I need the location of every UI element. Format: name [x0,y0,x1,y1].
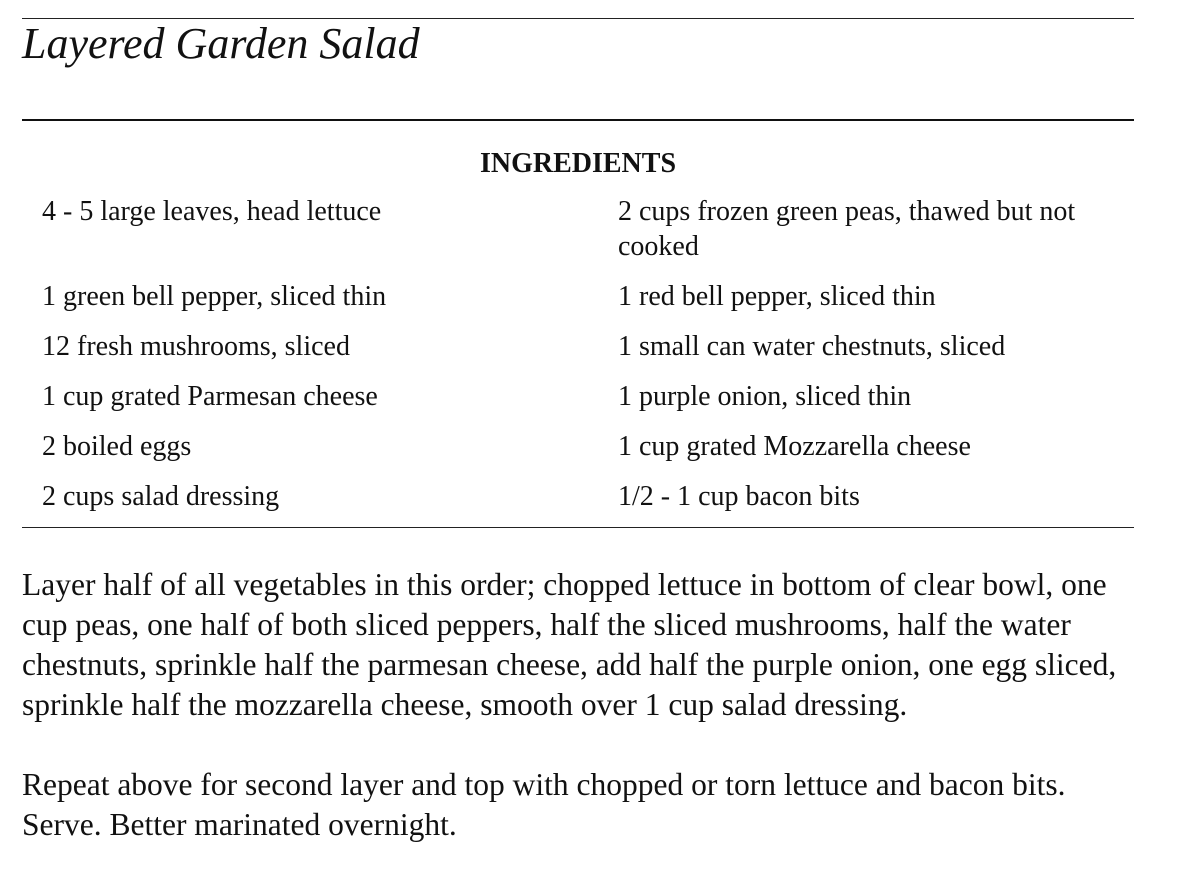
ingredient-item: 1/2 - 1 cup bacon bits [618,481,860,512]
ingredient-item: 1 red bell pepper, sliced thin [618,281,936,312]
ingredient-item: 12 fresh mushrooms, sliced [42,331,350,362]
ingredient-row [22,479,1134,529]
ingredient-item: 2 cups salad dressing [42,481,280,512]
recipe-title: Layered Garden Salad [22,19,420,68]
ingredient-item: 2 boiled eggs [42,431,192,462]
ingredient-row [22,279,1134,329]
ingredient-item: 4 - 5 large leaves, head lettuce [42,196,382,227]
ingredient-row [22,329,1134,379]
ingredient-row [22,429,1134,479]
ingredient-row [22,379,1134,429]
ingredients-heading: INGREDIENTS [479,148,677,179]
recipe-page [22,0,1134,891]
ingredients-bottom-divider [22,527,1134,528]
ingredient-item: 1 small can water chestnuts, sliced [618,331,1006,362]
ingredient-item: 1 purple onion, sliced thin [618,381,912,412]
directions-paragraph: Layer half of all vegetables in this order; chopped lettuce in bottom of clear bowl, one cup peas, one half of both sliced peppers, half the sliced mushrooms, half the water chestnuts, sprinkle half the parmesan cheese, add half the purple onion, one egg sliced, sprinkle half the mozzarella cheese, smooth over 1 cup salad dressing. [22,567,1117,722]
ingredients-table [22,194,1134,529]
directions-paragraph: Repeat above for second layer and top with chopped or torn lettuce and bacon bits. Serve. Better marinated overnight. [22,767,1066,842]
ingredient-item: 1 cup grated Mozzarella cheese [618,431,971,462]
ingredient-item: 1 cup grated Parmesan cheese [42,381,378,412]
title-divider [22,119,1134,121]
ingredient-item: 2 cups frozen green peas, thawed but not cooked [618,196,1076,262]
ingredient-row [22,194,1134,279]
ingredient-item: 1 green bell pepper, sliced thin [42,281,387,312]
